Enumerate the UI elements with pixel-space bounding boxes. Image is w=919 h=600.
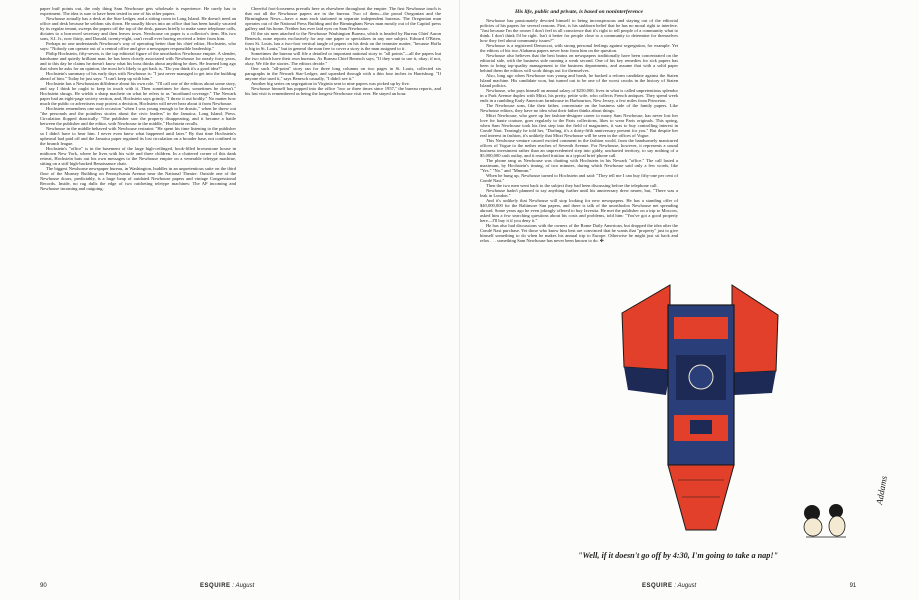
bomb-panel-top <box>674 317 728 339</box>
bomb-fin-right <box>732 285 778 373</box>
bomb-fin-left <box>622 285 670 370</box>
paragraph: The phone rang as Newhouse was chatting with Hochstein in his Newark "office." The call lasted a maximum, by Hochstein's timing, of two minutes, during which Newhouse said only a few words, like "Yes." "No." and "Mmmm." <box>480 158 678 173</box>
paragraph: Then the two men went back to the subject they had been discussing before the telephone call. <box>486 183 658 188</box>
paragraph: Newhouse hadn't planned to say anything further until his anniversary drew nearer, but, "There was a leak in London." <box>480 188 678 198</box>
paragraph: Hochstein's "office" is in the basement of the large high-ceilinged, book-filled brownstone house in midtown New York, where he lives with his wife and three children. In a cluttered corner of this dank retreat, Hochstein bats out his own messages to the Newhouse empire on a venerable teletype machine, sitting on a stiff high-backed Renaissance chair. <box>40 146 236 166</box>
paragraph: Newhouse also believes that the best brains on newspapers traditionally have been concentrated on the editorial side, with the business side running a weak second. One of his key remedies for sick papers has been to bring top-quality management to the business departments, and assume that with a solid paper behind them the editors will work things out for themselves. <box>480 53 678 73</box>
cartoon-svg <box>610 275 910 545</box>
cartoon-illustration <box>610 275 910 545</box>
paragraph: Another big series on segregation in Virginia sent to nine papers was picked up by five. <box>251 81 410 86</box>
paragraph: Of the six men attached to the Newhouse Washington Bureau, which is headed by Bureau Chief Aaron Benesch, none reports exclusively for any one paper or specializes in any one subject. Edward O'Brien, from St. Louis, has a two-foot vertical tangle of papers on his desk on the teamster matter, "because Hoffa is big in St. Louis," but in general the man free to cover a story is the man assigned to it. <box>245 31 441 51</box>
bomb-fin-right-dark <box>732 371 776 395</box>
left-column-2 <box>245 6 441 96</box>
paragraph: Sometimes the bureau will file a detailed or important national story to "all points"—all the papers but the two which have their own bureaus. As Bureau Chief Benesch says, "If they want to use it, okay; if not, okay. We file the stories. The editors decide." <box>245 51 441 66</box>
paragraph: Also, long ago when Newhouse was young and brash, he backed a reform candidate against the Staten Island machine. His candidate won, but turned out to be one of the worst crooks in the history of Staten Island politics. <box>480 73 678 88</box>
paragraph: This Newhouse venture caused excited comment in the fashion world, from the handsomely manicured offices of Vogue to the nether reaches of Seventh Avenue. For Newhouse, however, it represents a sound business investment rather than an unprecedented step into giddy, uncharted territory, to say nothing of a $5,000,000 cash outlay, and it reached fruition in a typical brief phone call. <box>480 138 678 158</box>
folio-right: ESQUIRE : August 91 <box>642 583 857 589</box>
paragraph: Hochstein's summary of his early days with Newhouse is: "I just never managed to get into the building ahead of him." Today he just says: "I can't keep up with him." <box>40 71 236 81</box>
cartoon-caption: "Well, if it doesn't go off by 4:30, I'm going to take a nap!" <box>578 551 779 560</box>
paragraph: He has also had discussions with the owners of the Rome Daily American, but dropped the idea after the Condé Nast purchase. Yet those who know him best are convinced that he wants that "property" just to give himself something to do when he makes his annual trip to Europe. Otherwise he might just sit back and relax . . . something Sam Newhouse has never been known to do. ✣ <box>480 223 678 243</box>
right-page <box>460 0 919 600</box>
end-mark: ✣ <box>598 238 604 243</box>
paragraph: And it's unlikely that Newhouse will stop looking for new newspapers. He has a standing offer of $40,000,000 for the Baltimore Sun papers, and there is talk of the unorthodox Newhouse net spreading abroad. Some years ago he even jokingly offered to buy Izvestia. He met the publisher on a trip to Moscow, asked him a few searching questions about his costs and problems, told him: "You've got a good property here—I'll buy it if you deny it." <box>480 198 678 223</box>
paragraph: Philip Hochstein, fifty-seven, is the top editorial figure of the unorthodox Newhouse empire. A slender, handsome and quietly brilliant man, he has been closely associated with Newhouse for nearly forty years, and to this day he claims he doesn't know what his boss thinks about anything he does. He learned long ago that when he asks for an opinion, the most he's likely to get back is, "Do you think it's a good idea?" <box>40 51 236 71</box>
paragraph: Newhouse actually has a desk at the Star-Ledger, and a sitting room in Long Island. He doesn't need an office and desk because he seldom sits down. He usually blows into an office that has been hastily vacated by its regular tenant, sweeps the papers off the top of the desk, pauses briefly to make some telephone calls, dictates to a borrowed secretary and then leaves town. Newhouse on paper is a collector's item. His two sons, S.I. Jr., now thirty, and Donald, twenty-eight, can't recall ever having received a letter from him. <box>40 16 236 41</box>
paragraph: Hochstein has a Newhousian diffidence about his own role. "I'll call one of the editors about some story, and say I think he ought to keep in touch with it. Then sometimes he does; sometimes he doesn't." Hochstein shrugs. He wields a sharp machete on what he refers to as "moribund coverage." The Newark paper had an eight-page society section, and, Hochstein says grimly, "I threw it out bodily." No matter how much the public or advertisers may protest a decision, Hochstein will never hear about it from Newhouse. <box>40 81 236 106</box>
paragraph: Mitzi Newhouse, who gave up her fashion-designer career to marry Sam Newhouse, has never lost her love for haute couture, goes regularly to the Paris collections, likes to wear Paris originals. This spring, when Sam Newhouse took his first step into the field of magazines, it was to buy controlling interest in Condé Nast. Teasingly he told her, "Darling, it's a thirty-fifth anniversary present for you." But despite her real interest in fashion, it's unlikely that Mitzi Newhouse will be seen in the offices of Vogue. <box>480 113 678 138</box>
page-number: 90 <box>40 583 47 589</box>
paragraph: Newhouse, who pays himself an annual salary of $250,000, lives in what is called unpretentious splendor in a Park Avenue duplex with Mitzi, his pretty, petite wife, who collects French antiques. They spend week ends in a rambling Early American farmhouse in Harbourton, New Jersey, a few miles from Princeton. <box>480 88 678 103</box>
page-number: 91 <box>849 583 857 589</box>
paragraph: Newhouse in the middle behaved with Newhouse restraint: "He spent his time listening to the publisher so I didn't have to hear him. I never even knew what happened until later." By that time Hochstein's upheaval had paid off and the Jamaica paper regained its lost circulation on a broader base, not confined to the brunch league. <box>40 126 236 146</box>
paragraph: Newhouse is a registered Democrat, with strong personal feelings against segregation, for example. Yet the editors of his two Alabama papers never hear from him on the question. <box>480 43 678 53</box>
paragraph: Perhaps no one understands Newhouse's way of operating better than his chief editor, Hochstein, who says: "Nobody can operate out of a central office and give a newspaper responsible leadership." <box>40 41 236 51</box>
bomb-marking <box>690 420 712 434</box>
bomb-nose <box>668 465 734 530</box>
magazine-name: ESQUIRE <box>200 583 231 589</box>
cartoon-signature: Addams <box>874 475 890 506</box>
bomb-fin-left-dark <box>624 367 670 395</box>
folio-left: 90 ESQUIRE : August <box>40 583 255 589</box>
issue-month: August <box>235 583 255 589</box>
right-column-1 <box>480 6 678 243</box>
paragraph: When he hung up, Newhouse turned to Hochstein and said: "They tell me I can buy fifty-one per cent of Condé Nast." <box>480 173 678 183</box>
magazine-name: ESQUIRE <box>642 583 673 589</box>
paragraph: The biggest Newhouse newspaper bureau, in Washington, huddles in an unpretentious suite on the third floor of the Munsey Building on Pennsylvania Avenue near the National Theatre. Outside one of the Newhouse doors, predictably, is a huge heap of outdated Newhouse papers and vintage Congressional Records. Inside, no rug dulls the edge of two ratcheting teletype machines: The AP incoming and Newhouse incoming and outgoing. <box>40 166 236 191</box>
issue-month: August <box>677 583 697 589</box>
left-column-1 <box>40 6 236 191</box>
paragraph: Cheerful foot-looseness prevails here as elsewhere throughout the empire. The first Newhouse touch is that not all the Newhouse papers are in the bureau. Two of them—the proud Oregonian and the Birmingham News—have a man each stationed in separate independent bureaus. The Oregonian man operates out of the National Press Building and the Birmingham News man mostly out of the Capitol press gallery and his home. Neither has ever laid eyes on Sam Newhouse. <box>245 6 441 31</box>
bomb-dial <box>689 365 713 389</box>
paragraph: Hochstein remembers one such occasion "when I was young enough to be drastic," when he threw out "the personals and the pointless stories about the civic leaders" in the Jamaica, Long Island, Press. Circulation flopped drastically. "The publisher saw the property disappearing, and it became a battle between the publisher and the editor, with Newhouse in the middle," Hochstein recalls. <box>40 106 236 126</box>
paragraph: One such "all-point" story ran for three long columns on two pages in St. Louis, collected six paragraphs in the Newark Star-Ledger, and squeaked through with a thin four inches in Harrisburg. "If anyone else used it," says Benesch casually, "I didn't see it." <box>245 66 441 81</box>
paragraph: Newhouse himself has popped into the office "two or three times since 1957," the bureau reports, and his last visit is remembered as being the longest-Newhouse visit ever. He stayed an hour. <box>245 86 441 96</box>
paragraph: paper buff points out, the only thing Sam Newhouse gets wholesale is experience. He rarely has to experiment. The idea is sure to have been tested in one of his other papers. <box>40 6 236 16</box>
section-heading: His life, public and private, is based on noninterference <box>514 9 644 15</box>
paragraph: Newhouse has passionately devoted himself to being inconspicuous and staying out of the editorial policies of his papers for several reasons. First, is his stubborn belief that he has no moral right to interfere. "Just because I'm the owner I don't feel in all conscience that it's right to tell people of a community what to think. I don't think I'd be right. Isn't it better for people close to a community to determine for themselves how they feel about community issues?" <box>480 18 678 43</box>
paragraph: The Newhouse sons, like their father, concentrate on the business side of the family papers. Like Newhouse editors, they have no idea what their father thinks about things. <box>480 103 678 113</box>
cartoon-figures <box>804 504 846 537</box>
left-page <box>0 0 459 600</box>
